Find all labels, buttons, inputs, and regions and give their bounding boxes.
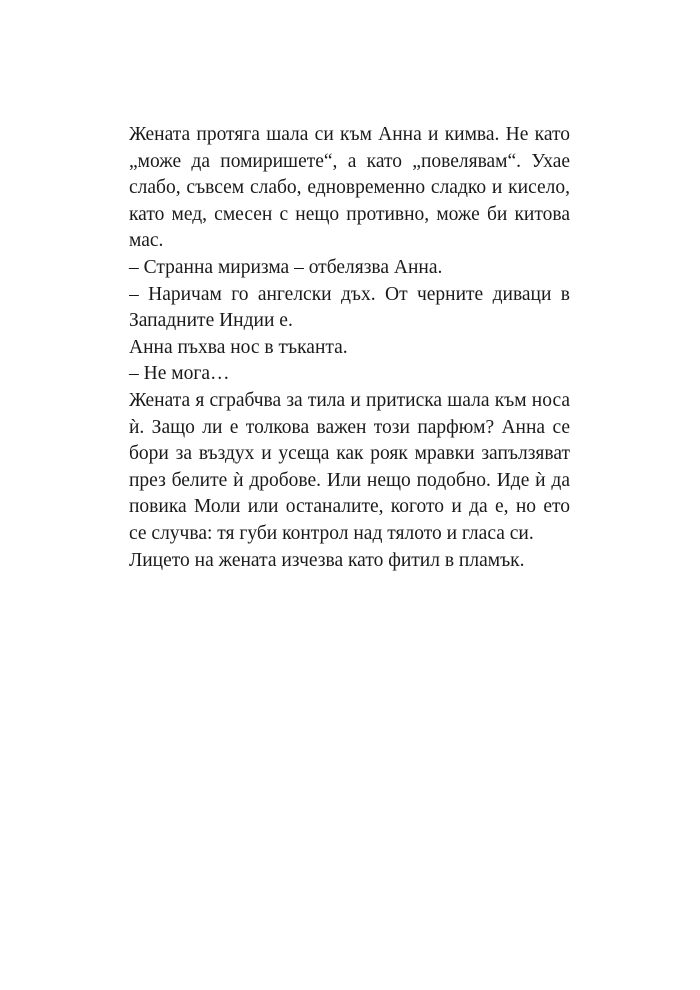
text-line: през белите ѝ дробове. Или нещо подобно. Иде ѝ да [129,469,570,491]
text-line: – Не мога… [129,363,230,385]
text-line: Западните Индии е. [129,310,293,332]
text-line: „може да помиришете“, а като „повелявам“. Ухае [129,150,570,172]
text-line: Жената протяга шала си към Анна и кимва. Не като [129,124,570,145]
text-line: повика Моли или останалите, когото и да е, но ето [129,496,570,518]
text-line: слабо, съвсем слабо, едновременно сладко и кисело, [129,177,570,199]
text-line: мас. [129,230,164,252]
text-line: като мед, смесен с нещо противно, може би китова [129,203,570,225]
text-line: се случва: тя губи контрол над тялото и гласа си. [129,522,534,544]
text-line: бори за въздух и усеща как рояк мравки запълзяват [129,443,570,465]
text-line: Жената я сграбчва за тила и притиска шала към носа [129,389,570,411]
text-line: – Странна миризма – отбелязва Анна. [129,256,443,278]
text-line: – Наричам го ангелски дъх. От черните диваци в [129,283,570,305]
text-line: Анна пъхва нос в тъканта. [129,336,348,358]
text-line: ѝ. Защо ли е толкова важен този парфюм? Анна се [129,416,570,438]
text-line: Лицето на жената изчезва като фитил в пламък. [129,549,525,571]
body-text [129,122,570,574]
